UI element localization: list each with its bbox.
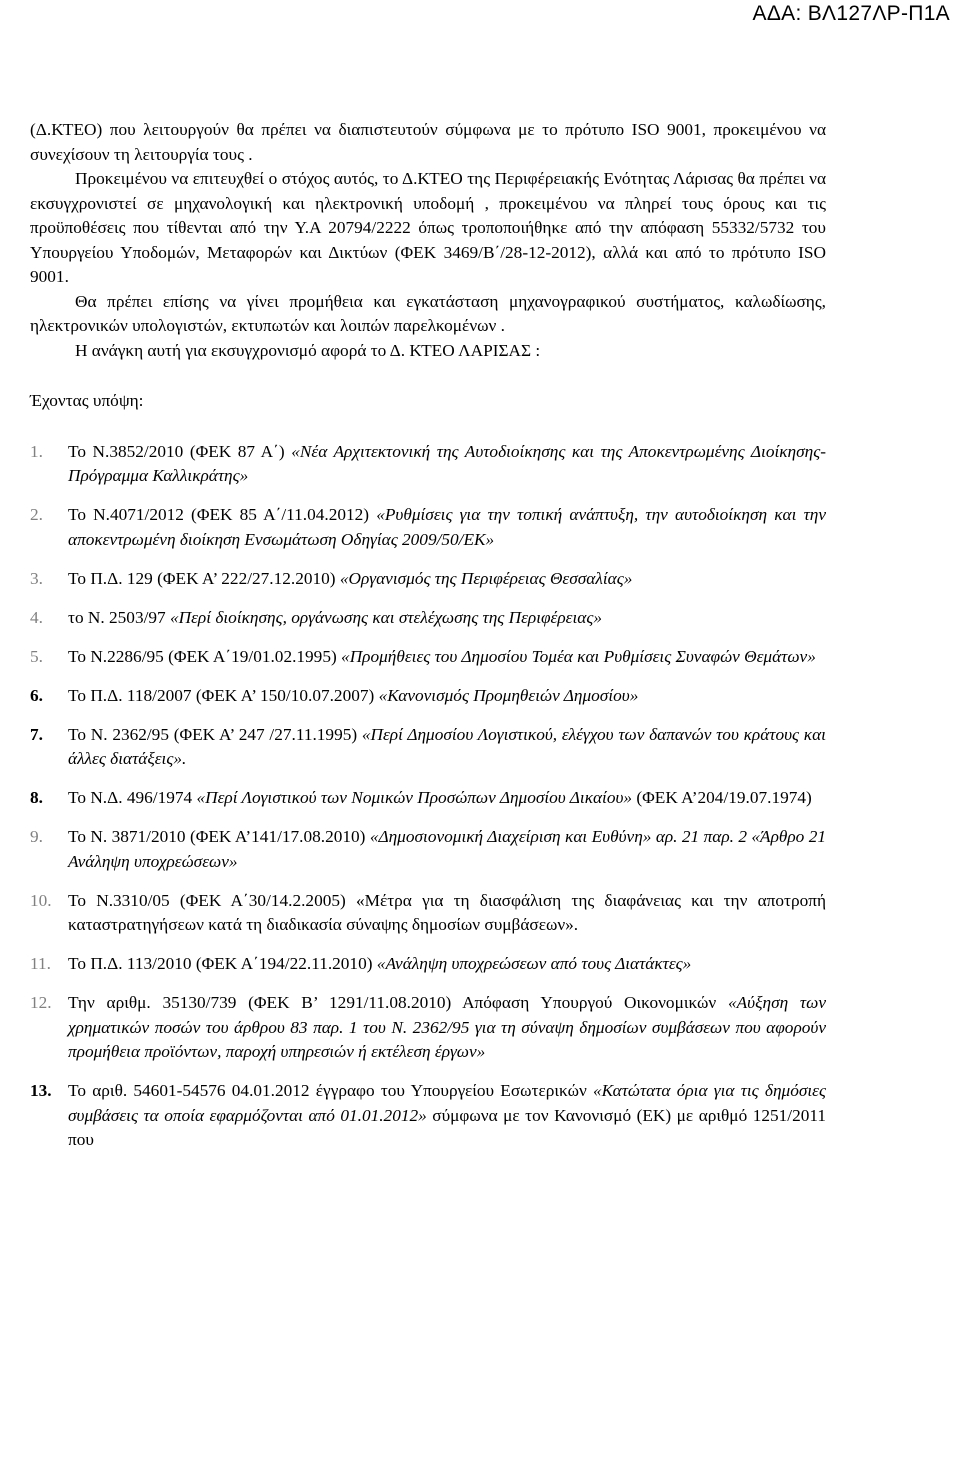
reference-title: «Αύξηση των χρηματικών ποσών του άρθρου 83 παρ. 1 του Ν. 2362/95 για τη σύναψη δημοσίων συμβάσεων που αφορούν προμήθεια προϊόντων, παροχή υπηρεσιών ή εκτέλεση έργων»: [68, 993, 826, 1061]
reference-number: 13.: [30, 1081, 52, 1100]
reference-item: [30, 645, 826, 670]
intro-paragraph: Θα πρέπει επίσης να γίνει προμήθεια και εγκατάσταση μηχανογραφικού συστήματος, καλωδίωσης, ηλεκτρονικών υπολογιστών, εκτυπωτών και λοιπών παρελκομένων .: [30, 291, 826, 335]
reference-item: [30, 825, 826, 874]
reference-citation: Το Ν.Δ. 496/1974: [68, 788, 197, 807]
reference-title: «Οργανισμός της Περιφέρειας Θεσσαλίας»: [339, 568, 633, 588]
reference-number: 12.: [30, 993, 52, 1012]
reference-item: [30, 1079, 826, 1153]
intro-paragraph: Προκειμένου να επιτευχθεί ο στόχος αυτός, το Δ.ΚΤΕΟ της Περιφέρειακής Ενότητας Λάρισας θα πρέπει να εκσυγχρονιστεί σε μηχανολογική και ηλεκτρονική υποδομή , προκειμένου να πληρεί τους όρους και τις προϋποθέσεις που τίθενται από την Υ.Α 20794/2222 όπως τροποποιήθηκε από την απόφαση 55332/5732 του Υπουργείου Υποδομών, Μεταφορών και Δικτύων (ΦΕΚ 3469/Β΄/28-12-2012), αλλά και από το πρότυπο ISO 9001.: [30, 169, 826, 286]
considering-heading: Έχοντας υπόψη:: [30, 391, 144, 410]
reference-text: [68, 952, 826, 977]
intro-paragraph: (Δ.ΚΤΕΟ) που λειτουργούν θα πρέπει να διαπιστευτούν σύμφωνα με το πρότυπο ISO 9001, προκειμένου να συνεχίσουν τη λειτουργία τους .: [30, 120, 826, 164]
reference-item: [30, 440, 826, 489]
reference-title: «Κανονισμός Προμηθειών Δημοσίου»: [378, 685, 639, 705]
reference-title: «Ρυθμίσεις για την τοπική ανάπτυξη, την αυτοδιοίκηση και την αποκεντρωμένη διοίκηση Ενσωμάτωση Οδηγίας 2009/50/ΕΚ»: [68, 505, 826, 549]
reference-citation: Το Π.Δ. 129 (ΦΕΚ Α’ 222/27.12.2010): [68, 568, 340, 588]
reference-text: [68, 889, 826, 938]
reference-number: 5.: [30, 646, 43, 666]
reference-citation: Το Ν. 3871/2010 (ΦΕΚ Α’141/17.08.2010): [68, 827, 370, 846]
reference-number: 9.: [30, 827, 43, 846]
reference-citation: Το αριθ. 54601-54576 04.01.2012 έγγραφο του Υπουργείου Εσωτερικών: [68, 1081, 593, 1100]
reference-text: [68, 440, 826, 489]
reference-text: [68, 684, 826, 709]
reference-title: «Δημοσιονομική Διαχείριση και Ευθύνη» αρ. 21 παρ. 2 «Άρθρο 21 Ανάληψη υποχρεώσεων»: [68, 827, 826, 871]
reference-number: 1.: [30, 441, 43, 461]
reference-item: [30, 684, 826, 709]
reference-citation: Το Ν.3852/2010 (ΦΕΚ 87 Α΄): [68, 441, 292, 461]
reference-title: «Περί διοίκησης, οργάνωσης και στελέχωσης της Περιφέρειας»: [170, 607, 602, 627]
reference-item: [30, 786, 826, 811]
reference-citation: Το Ν. 2362/95 (ΦΕΚ Α’ 247 /27.11.1995): [68, 724, 362, 744]
reference-number: 10.: [30, 890, 52, 910]
reference-text: [68, 786, 826, 811]
reference-item: [30, 606, 826, 631]
reference-item: [30, 889, 826, 938]
reference-citation: Το Ν.4071/2012 (ΦΕΚ 85 Α΄/11.04.2012): [68, 505, 377, 524]
intro-paragraph: Η ανάγκη αυτή για εκσυγχρονισμό αφορά το Δ. ΚΤΕΟ ΛΑΡΙΣΑΣ :: [75, 340, 541, 360]
reference-item: [30, 723, 826, 772]
reference-number: 3.: [30, 568, 43, 588]
reference-citation: Την αριθμ. 35130/739 (ΦΕΚ Β’ 1291/11.08.2010) Απόφαση Υπουργού Οικονομικών: [68, 993, 728, 1012]
reference-number: 4.: [30, 607, 43, 627]
reference-citation: Το Ν.3310/05 (ΦΕΚ Α΄30/14.2.2005) «Μέτρα για τη διασφάλιση της διαφάνειας και την αποτροπή καταστρατηγήσεων κατά τη διαδικασία σύναψης δημοσίων συμβάσεων».: [68, 890, 826, 934]
reference-citation: (ΦΕΚ Α’204/19.07.1974): [632, 788, 812, 807]
reference-text: [68, 567, 826, 592]
reference-item: [30, 567, 826, 592]
reference-title: «Κατώτατα όρια για τις δημόσιες συμβάσεις τα οποία εφαρμόζονται από 01.01.2012»: [68, 1081, 826, 1125]
reference-title: «Νέα Αρχιτεκτονική της Αυτοδιοίκησης και της Αποκεντρωμένης Διοίκησης-Πρόγραμμα Καλλικράτης»: [68, 441, 826, 485]
reference-citation: Το Π.Δ. 118/2007 (ΦΕΚ Α’ 150/10.07.2007): [68, 685, 379, 705]
document-body: [30, 118, 826, 1167]
reference-text: [68, 503, 826, 552]
reference-text: [68, 606, 826, 631]
reference-number: 6.: [30, 685, 43, 705]
document-code: ΑΔΑ: ΒΛ127ΛΡ-Π1Α: [752, 2, 950, 25]
reference-number: 11.: [30, 954, 51, 973]
reference-title: «Περί Δημοσίου Λογιστικού, ελέγχου των δαπανών του κράτους και άλλες διατάξεις».: [68, 724, 826, 768]
reference-text: [68, 991, 826, 1065]
reference-title: «Προμήθειες του Δημοσίου Τομέα και Ρυθμίσεις Συναφών Θεμάτων»: [341, 646, 816, 666]
reference-text: [68, 645, 826, 670]
intro-section: [30, 118, 826, 363]
references-list: [30, 440, 826, 1153]
reference-citation: Το Π.Δ. 113/2010 (ΦΕΚ Α΄194/22.11.2010): [68, 954, 377, 973]
reference-number: 7.: [30, 724, 43, 744]
reference-item: [30, 952, 826, 977]
reference-number: 8.: [30, 788, 43, 807]
reference-item: [30, 503, 826, 552]
reference-citation: το Ν. 2503/97: [68, 607, 170, 627]
reference-item: [30, 991, 826, 1065]
reference-title: «Περί Λογιστικού των Νομικών Προσώπων Δημοσίου Δικαίου»: [196, 788, 633, 807]
reference-text: [68, 1079, 826, 1153]
reference-title: «Ανάληψη υποχρεώσεων από τους Διατάκτες»: [376, 954, 692, 973]
reference-text: [68, 723, 826, 772]
reference-citation: σύμφωνα με τον Κανονισμό (ΕΚ) με αριθμό 1251/2011 που: [68, 1105, 826, 1149]
reference-number: 2.: [30, 505, 43, 524]
reference-citation: Το Ν.2286/95 (ΦΕΚ Α΄19/01.02.1995): [68, 646, 342, 666]
reference-text: [68, 825, 826, 874]
